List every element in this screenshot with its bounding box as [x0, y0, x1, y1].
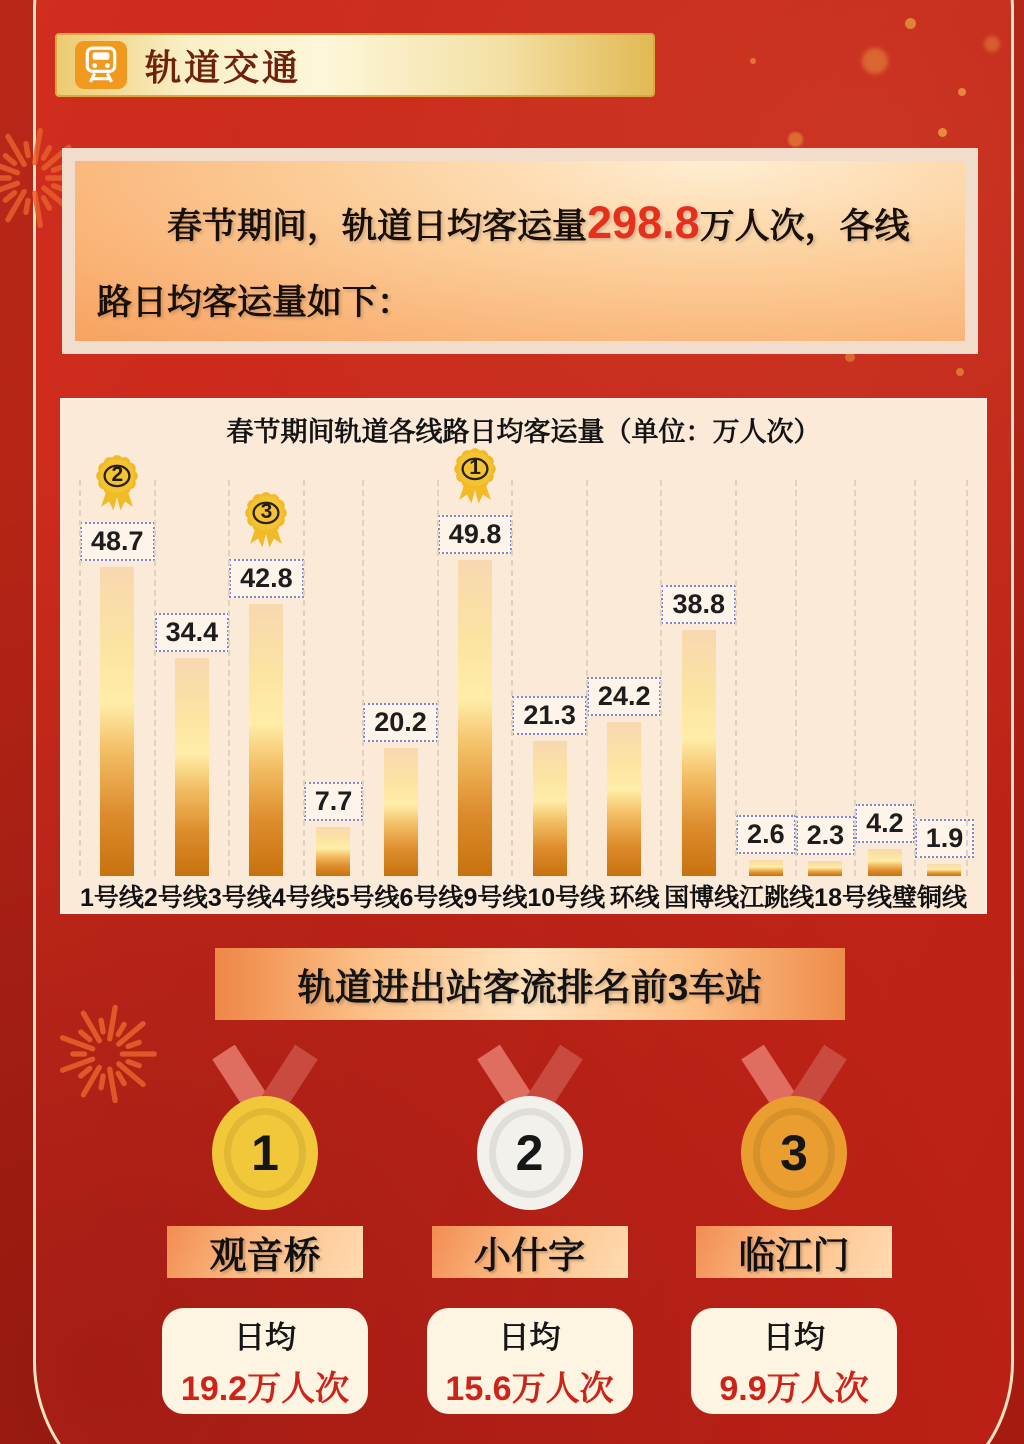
rank-rosette-icon — [238, 489, 294, 551]
stat-label: 日均 — [763, 1320, 825, 1355]
station-stat — [427, 1308, 633, 1414]
category-label: 4号线 — [271, 884, 336, 912]
section-title: 轨道交通 — [145, 46, 302, 88]
chart-column — [155, 444, 230, 876]
bar-value-label: 2.6 — [736, 815, 796, 854]
chart-column — [363, 444, 438, 876]
stat-label: 日均 — [234, 1320, 296, 1355]
station-stat — [162, 1308, 368, 1414]
intro-panel — [62, 148, 978, 354]
section-header — [55, 33, 655, 97]
sparkle-dot — [750, 58, 756, 64]
station-name: 临江门 — [696, 1226, 892, 1278]
stat-value: 9.9万人次 — [719, 1370, 869, 1408]
ranking-banner: 轨道进出站客流排名前3车站 — [215, 948, 845, 1020]
bar-value-label: 1.9 — [915, 819, 975, 858]
sparkle-dot — [862, 48, 888, 74]
silver-medal-icon — [415, 1052, 645, 1204]
bar — [533, 741, 567, 876]
bar-value-label: 2.3 — [796, 816, 856, 855]
chart-column — [304, 444, 364, 876]
chart-column — [438, 444, 513, 876]
medal-number: 1 — [251, 1125, 279, 1181]
bar-value-label: 34.4 — [155, 613, 230, 652]
stat-value: 15.6万人次 — [445, 1370, 614, 1408]
chart-column — [661, 444, 736, 876]
intro-text: 春节期间，轨道日均客运量298.8万人次，各线路日均客运量如下： — [97, 197, 910, 322]
station-stat — [691, 1308, 897, 1414]
bar — [682, 630, 716, 876]
bar-chart-panel — [60, 398, 987, 914]
bar-value-label: 21.3 — [512, 696, 587, 735]
chart-column — [855, 444, 915, 876]
category-label: 国博线 — [664, 884, 740, 912]
train-icon — [75, 41, 127, 89]
bar-value-label: 49.8 — [438, 515, 513, 554]
rank-number: 1 — [469, 456, 481, 479]
bar — [927, 864, 961, 876]
sparkle-dot — [956, 368, 964, 376]
bronze-medal-icon — [679, 1052, 909, 1204]
sparkle-dot — [905, 18, 916, 29]
station-name: 观音桥 — [167, 1226, 363, 1278]
chart-category-row — [80, 876, 967, 916]
bar-value-label: 42.8 — [229, 559, 304, 598]
station-rank-3 — [679, 1052, 909, 1414]
gold-medal-icon — [150, 1052, 380, 1204]
top-stations-row — [0, 1052, 1024, 1414]
medal-number: 3 — [780, 1125, 808, 1181]
bar — [100, 567, 134, 876]
stat-label: 日均 — [498, 1320, 561, 1355]
sparkle-dot — [958, 88, 966, 96]
bar — [808, 861, 842, 876]
headline-number: 298.8 — [587, 197, 700, 248]
rank-number: 3 — [260, 500, 273, 523]
chart-column — [587, 444, 662, 876]
station-rank-2 — [415, 1052, 645, 1414]
bar-value-label: 48.7 — [80, 522, 155, 561]
category-label: 9号线 — [463, 884, 528, 912]
chart-column — [80, 444, 155, 876]
category-label: 1号线 — [80, 884, 144, 912]
sparkle-dot — [788, 132, 803, 147]
bar-value-label: 7.7 — [304, 782, 364, 821]
bar — [316, 827, 350, 876]
rank-rosette-icon — [447, 445, 503, 507]
category-label: 璧铜线 — [891, 884, 967, 912]
rank-rosette-icon — [89, 452, 145, 514]
category-label: 环线 — [609, 884, 660, 912]
medal-number: 2 — [515, 1125, 544, 1181]
station-rank-1 — [150, 1052, 380, 1414]
sparkle-dot — [938, 128, 947, 137]
rank-number: 2 — [111, 463, 124, 486]
category-label: 5号线 — [335, 884, 400, 912]
stat-value: 19.2万人次 — [180, 1370, 350, 1408]
bar — [384, 748, 418, 876]
bar — [607, 722, 641, 876]
chart-column — [229, 444, 304, 876]
bar-value-label: 38.8 — [661, 585, 736, 624]
bar-value-label: 4.2 — [855, 804, 915, 843]
category-label: 6号线 — [399, 884, 464, 912]
bar — [249, 604, 283, 876]
chart-title: 春节期间轨道各线路日均客运量（单位：万人次） — [226, 417, 821, 447]
chart-column — [512, 444, 587, 876]
category-label: 3号线 — [207, 884, 272, 912]
category-label: 2号线 — [143, 884, 208, 912]
chart-column — [736, 444, 796, 876]
sparkle-dot — [984, 36, 1000, 52]
category-label: 18号线 — [814, 884, 892, 912]
chart-plot — [80, 444, 967, 876]
category-label: 10号线 — [527, 884, 606, 912]
bar — [175, 658, 209, 876]
chart-column — [796, 444, 856, 876]
chart-column — [915, 444, 975, 876]
station-name: 小什字 — [432, 1226, 628, 1278]
bar-value-label: 20.2 — [363, 703, 438, 742]
bar — [749, 860, 783, 876]
bar — [458, 560, 492, 876]
category-label: 江跳线 — [739, 884, 815, 912]
bar — [868, 849, 902, 876]
bar-value-label: 24.2 — [587, 677, 662, 716]
